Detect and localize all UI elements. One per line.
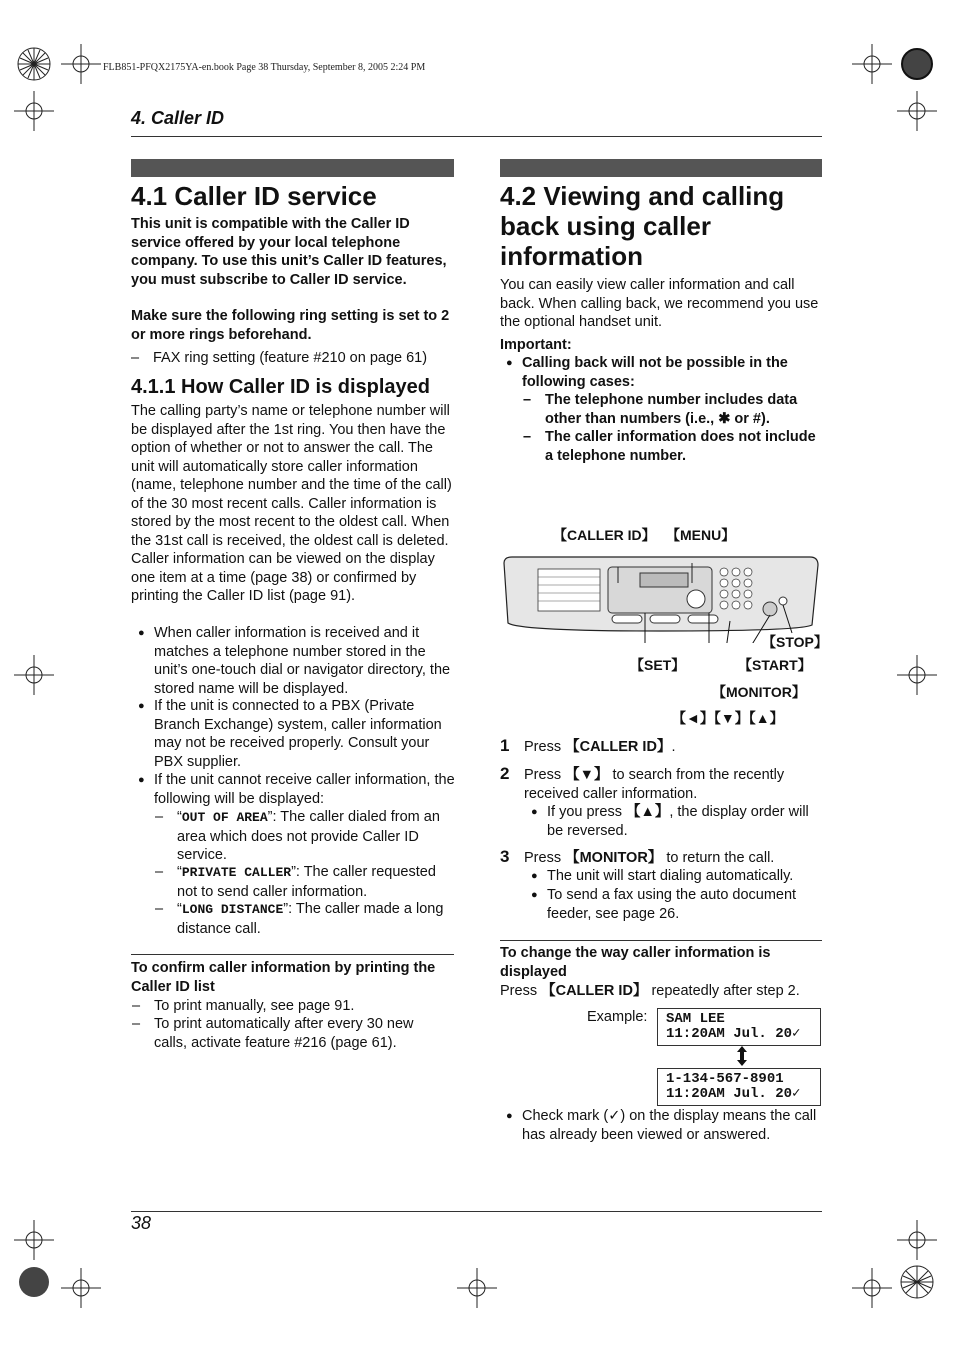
step-number: 2 bbox=[500, 764, 510, 783]
crosshair-mark bbox=[897, 655, 937, 695]
step-number: 3 bbox=[500, 847, 510, 866]
list-item: ● To send a fax using the auto document feeder, see page 26. bbox=[531, 887, 797, 922]
stop-key-label: 【STOP】 bbox=[762, 634, 828, 650]
divider bbox=[500, 940, 822, 941]
registration-mark-starburst bbox=[14, 44, 54, 84]
divider bbox=[131, 954, 454, 955]
footer-rule bbox=[131, 1211, 822, 1212]
subsection-title: 4.1.1 How Caller ID is displayed bbox=[131, 376, 431, 398]
lcd-line: 11:20AM Jul. 20✓ bbox=[666, 1086, 801, 1102]
double-arrow-icon bbox=[735, 1045, 749, 1067]
registration-mark-starburst bbox=[897, 1262, 937, 1302]
step-3: Press 【MONITOR】 to return the call. bbox=[524, 850, 775, 866]
crosshair-mark bbox=[14, 91, 54, 131]
intro-bold: This unit is compatible with the Caller ID service offered by your local telephone company. To use this unit’s Caller ID features, you must subscribe to Caller ID service. bbox=[131, 216, 447, 288]
list-item: ● If the unit cannot receive caller information, the following will be displayed: bbox=[138, 772, 455, 807]
ring-note: Make sure the following ring setting is set to 2 or more rings beforehand. bbox=[131, 308, 450, 343]
change-title: To change the way caller information is displayed bbox=[500, 945, 771, 980]
caller-id-key-label: 【CALLER ID】 bbox=[553, 527, 656, 543]
lcd-display-number bbox=[657, 1068, 821, 1106]
menu-key-label: 【MENU】 bbox=[666, 527, 736, 543]
lcd-line: 1-134-567-8901 bbox=[666, 1071, 784, 1087]
list-item: ● If you press 【▲】, the display order will be reversed. bbox=[531, 804, 809, 839]
ring-item: – FAX ring setting (feature #210 on page 61) bbox=[131, 350, 428, 366]
change-text: Press 【CALLER ID】 repeatedly after step 2. bbox=[500, 983, 800, 999]
list-item: – “OUT OF AREA”: The caller dialed from an area which does not provide Caller ID service. bbox=[155, 809, 440, 863]
crosshair-mark bbox=[457, 1268, 497, 1308]
section-title: 4.2 Viewing and calling back using caller information bbox=[500, 181, 785, 271]
section-bar bbox=[500, 159, 822, 177]
confirm-title: To confirm caller information by printing the Caller ID list bbox=[131, 960, 436, 995]
list-item: – The caller information does not include a telephone number. bbox=[523, 429, 816, 464]
step-1: Press 【CALLER ID】. bbox=[524, 739, 676, 755]
crosshair-mark bbox=[897, 91, 937, 131]
step-number: 1 bbox=[500, 736, 510, 755]
set-key-label: 【SET】 bbox=[630, 657, 686, 673]
registration-mark-dark bbox=[14, 1262, 54, 1302]
example-label: Example: bbox=[587, 1009, 648, 1025]
body-text: The calling party’s name or telephone number will be displayed after the 1st ring. You then have the option of whether or not to answer the call. The unit will automatically store caller information (name, telephone number and the time of the call) of the 30 most recent calls. Caller information is stored by the most recent to the oldest call. When the 31st call is received, the oldest call is deleted. Caller information can be viewed on the display one item at a time (page 38) or confirmed by printing the Caller ID list (page 91). bbox=[131, 403, 452, 604]
step-2: Press 【▼】 to search from the recently received caller information. bbox=[524, 767, 785, 802]
list-item: ● If the unit is connected to a PBX (Private Branch Exchange) system, caller information may not be received properly. Consult your PBX supplier. bbox=[138, 698, 442, 770]
list-item: – To print automatically after every 30 new calls, activate feature #216 (page 61). bbox=[132, 1016, 414, 1051]
crosshair-mark bbox=[897, 1220, 937, 1260]
list-item: – “LONG DISTANCE”: The caller made a long distance call. bbox=[155, 901, 444, 937]
navigator-keys-label: 【◄】【▼】【▲】 bbox=[672, 710, 784, 726]
list-item: ● Calling back will not be possible in the following cases: bbox=[506, 355, 788, 390]
start-key-label: 【START】 bbox=[738, 657, 812, 673]
monitor-key-label: 【MONITOR】 bbox=[712, 684, 806, 700]
list-item: ● The unit will start dialing automatically. bbox=[531, 868, 794, 884]
lcd-line: SAM LEE bbox=[666, 1011, 725, 1027]
list-item: – To print manually, see page 91. bbox=[132, 998, 355, 1014]
control-panel-diagram bbox=[500, 543, 822, 643]
registration-mark-dark bbox=[897, 44, 937, 84]
print-header: FLB851-PFQX2175YA-en.book Page 38 Thursday, September 8, 2005 2:24 PM bbox=[103, 62, 426, 73]
important-label: Important: bbox=[500, 337, 572, 353]
list-item: ● Check mark (✓) on the display means the call has already been viewed or answered. bbox=[506, 1108, 817, 1143]
header-rule bbox=[131, 136, 822, 137]
crosshair-mark bbox=[61, 44, 101, 84]
crosshair-mark bbox=[14, 1220, 54, 1260]
section-title: 4.1 Caller ID service bbox=[131, 181, 377, 211]
crosshair-mark bbox=[14, 655, 54, 695]
chapter-title: 4. Caller ID bbox=[131, 108, 225, 128]
lcd-display-name bbox=[657, 1008, 821, 1046]
crosshair-mark bbox=[852, 44, 892, 84]
page-number: 38 bbox=[131, 1213, 152, 1233]
list-item: – The telephone number includes data other than numbers (i.e., ✱ or #). bbox=[523, 392, 798, 427]
intro-text: You can easily view caller information and call back. When calling back, we recommend you use the optional handset unit. bbox=[500, 277, 819, 330]
list-item: – “PRIVATE CALLER”: The caller requested not to send caller information. bbox=[155, 864, 436, 900]
section-bar bbox=[131, 159, 454, 177]
crosshair-mark bbox=[61, 1268, 101, 1308]
list-item: ● When caller information is received and it matches a telephone number stored in the unit’s one-touch dial or navigator directory, the stored name will be displayed. bbox=[138, 625, 451, 697]
crosshair-mark bbox=[852, 1268, 892, 1308]
lcd-line: 11:20AM Jul. 20✓ bbox=[666, 1026, 801, 1042]
